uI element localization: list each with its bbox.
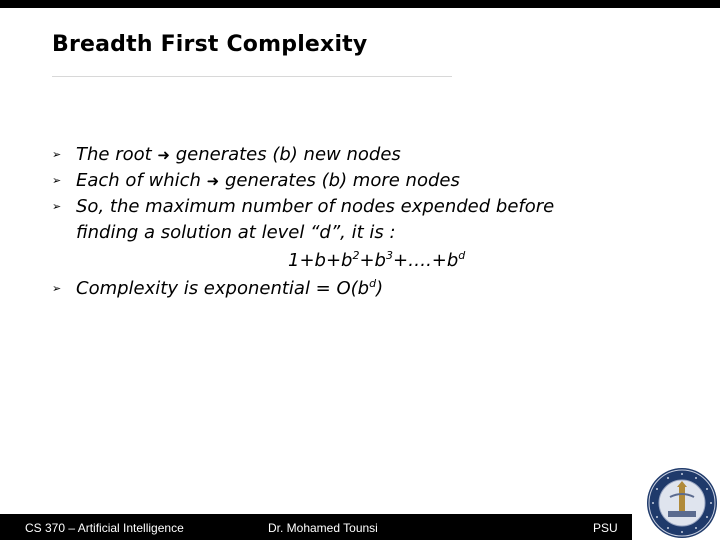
formula-exponent: 2 xyxy=(352,249,360,262)
arrowhead-bullet-icon: ➢ xyxy=(52,148,62,161)
formula-part: +….+b xyxy=(392,250,459,271)
formula-part: +b xyxy=(359,250,386,271)
bullet-text: The root xyxy=(76,144,158,165)
bullet-text: Complexity is exponential = O(b xyxy=(76,278,370,299)
formula-exponent: d xyxy=(458,249,466,262)
bold-right-arrow-icon: ➜ xyxy=(206,172,220,190)
slide-title: Breadth First Complexity xyxy=(52,32,368,57)
complexity-formula xyxy=(76,246,672,276)
bullet-item-4 xyxy=(52,276,672,302)
arrowhead-bullet-icon: ➢ xyxy=(52,282,62,295)
arrowhead-bullet-icon: ➢ xyxy=(52,174,62,187)
bullet-list xyxy=(52,142,672,302)
top-bar xyxy=(0,0,720,8)
bullet-text: ) xyxy=(376,278,384,299)
bullet-item-1 xyxy=(52,142,672,168)
formula-part: 1+b+b xyxy=(288,250,353,271)
bullet-text: Each of which xyxy=(76,170,207,191)
formula-exponent: 3 xyxy=(385,249,393,262)
bullet-text: generates (b) new nodes xyxy=(169,144,401,165)
bullet-text-line-1: So, the maximum number of nodes expended before xyxy=(76,196,555,217)
bullet-item-3 xyxy=(52,194,672,276)
bullet-text-line-2: finding a solution at level “d”, it is : xyxy=(76,222,396,243)
bullet-text: generates (b) more nodes xyxy=(219,170,460,191)
bold-right-arrow-icon: ➜ xyxy=(157,146,170,164)
footer-course: CS 370 – Artificial Intelligence xyxy=(25,521,184,535)
footer-institution: PSU xyxy=(593,521,618,535)
bullet-item-2 xyxy=(52,168,672,194)
university-seal-logo xyxy=(646,467,718,539)
formula-exponent: d xyxy=(369,277,377,290)
title-divider xyxy=(52,76,452,77)
arrowhead-bullet-icon: ➢ xyxy=(52,200,62,213)
footer-bar xyxy=(0,514,632,540)
footer-instructor: Dr. Mohamed Tounsi xyxy=(268,521,378,535)
